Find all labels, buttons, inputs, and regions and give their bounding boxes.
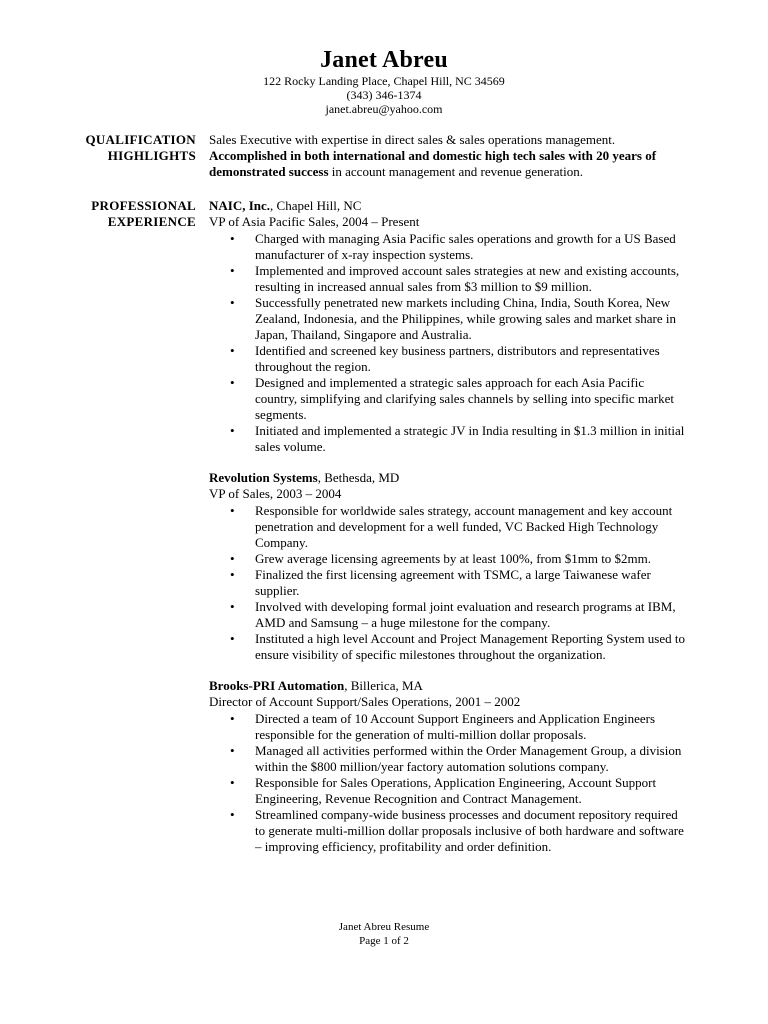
- bullet-icon: •: [230, 295, 235, 310]
- bullet-icon: •: [230, 503, 235, 518]
- job-entry: [209, 678, 689, 855]
- bullet-item: [209, 711, 689, 743]
- bullet-icon: •: [230, 231, 235, 246]
- qualification-summary: Sales Executive with expertise in direct sales & sales operations management.: [209, 132, 616, 147]
- bullet-icon: •: [230, 375, 235, 390]
- bullet-item: [209, 343, 689, 375]
- bullet-item: [209, 807, 689, 855]
- experience-heading-line1: PROFESSIONAL: [91, 198, 196, 213]
- job-heading: [209, 678, 689, 694]
- bullet-icon: •: [230, 423, 235, 438]
- bullet-item: [209, 231, 689, 263]
- email: janet.abreu@yahoo.com: [325, 102, 443, 116]
- bullet-item: [209, 263, 689, 295]
- bullet-item: [209, 775, 689, 807]
- bullet-icon: •: [230, 743, 235, 758]
- bullet-text: Finalized the first licensing agreement with TSMC, a large Taiwanese wafer supplier.: [255, 567, 651, 598]
- bullet-text: Successfully penetrated new markets including China, India, South Korea, New Zealand, Indonesia, and the Philippines, while growing sales and market share in Japan, Thailand, Singapore and Australia.: [255, 295, 676, 342]
- job-bullets: [209, 711, 689, 855]
- bullet-text: Responsible for Sales Operations, Application Engineering, Account Support Engineering, Revenue Recognition and Contract Management.: [255, 775, 657, 806]
- company-location: , Bethesda, MD: [317, 470, 400, 485]
- job-entry: [209, 198, 689, 455]
- bullet-text: Initiated and implemented a strategic JV in India resulting in $1.3 million in initial sales volume.: [255, 423, 685, 454]
- company-name: Brooks-PRI Automation: [209, 678, 345, 693]
- experience-body: [209, 198, 689, 870]
- bullet-icon: •: [230, 711, 235, 726]
- bullet-text: Involved with developing formal joint evaluation and research programs at IBM, AMD and Samsung – a huge milestone for the company.: [255, 599, 676, 630]
- company-location: , Chapel Hill, NC: [270, 198, 362, 213]
- bullet-text: Charged with managing Asia Pacific sales operations and growth for a US Based manufacturer of x-ray inspection systems.: [255, 231, 676, 262]
- bullet-item: [209, 599, 689, 631]
- bullet-text: Directed a team of 10 Account Support Engineers and Application Engineers responsible for the generation of multi-million dollar proposals.: [255, 711, 655, 742]
- bullet-text: Grew average licensing agreements by at least 100%, from $1mm to $2mm.: [255, 551, 652, 566]
- bullet-icon: •: [230, 807, 235, 822]
- experience-heading-line2: EXPERIENCE: [107, 214, 196, 229]
- bullet-item: [209, 423, 689, 455]
- qualification-highlight-rest: in account management and revenue generation.: [328, 164, 583, 179]
- job-bullets: [209, 231, 689, 455]
- job-heading: [209, 198, 689, 214]
- bullet-item: [209, 567, 689, 599]
- company-name: NAIC, Inc.: [209, 198, 271, 213]
- company-name: Revolution Systems: [209, 470, 318, 485]
- bullet-icon: •: [230, 263, 235, 278]
- bullet-text: Responsible for worldwide sales strategy, account management and key account penetration and development for a well funded, VC Backed High Technology Company.: [255, 503, 673, 550]
- qualification-body: [209, 132, 689, 180]
- resume-header: [0, 46, 768, 116]
- experience-heading: [60, 198, 196, 230]
- bullet-item: [209, 631, 689, 663]
- job-bullets: [209, 503, 689, 663]
- bullet-text: Streamlined company-wide business processes and document repository required to generate multi-million dollar proposals inclusive of both hardware and software – improving efficiency, profitability and order definition.: [255, 807, 684, 854]
- qualification-highlight: Accomplished in both international and domestic high tech sales with 20 years of demonstrated success: [209, 148, 657, 179]
- bullet-icon: •: [230, 599, 235, 614]
- bullet-item: [209, 551, 689, 567]
- qualification-heading-line2: HIGHLIGHTS: [107, 148, 196, 163]
- job-title: Director of Account Support/Sales Operations, 2001 – 2002: [209, 694, 521, 709]
- bullet-icon: •: [230, 551, 235, 566]
- bullet-text: Implemented and improved account sales strategies at new and existing accounts, resulting in increased annual sales from $3 million to $9 million.: [255, 263, 680, 294]
- bullet-text: Instituted a high level Account and Project Management Reporting System used to ensure visibility of specific milestones throughout the organization.: [255, 631, 685, 662]
- qualification-heading: [60, 132, 196, 164]
- bullet-item: [209, 503, 689, 551]
- job-title: VP of Sales, 2003 – 2004: [209, 486, 342, 501]
- company-location: , Billerica, MA: [344, 678, 423, 693]
- page-number: Page 1 of 2: [359, 935, 409, 947]
- bullet-icon: •: [230, 343, 235, 358]
- page-footer: [0, 920, 768, 948]
- bullet-text: Identified and screened key business partners, distributors and representatives throughout the region.: [255, 343, 660, 374]
- qualification-heading-line1: QUALIFICATION: [85, 132, 196, 147]
- job-heading: [209, 470, 689, 486]
- footer-title: Janet Abreu Resume: [338, 921, 430, 933]
- job-title: VP of Asia Pacific Sales, 2004 – Present: [209, 214, 420, 229]
- address: 122 Rocky Landing Place, Chapel Hill, NC 34569: [263, 74, 505, 88]
- bullet-item: [209, 743, 689, 775]
- bullet-icon: •: [230, 775, 235, 790]
- bullet-item: [209, 295, 689, 343]
- bullet-icon: •: [230, 567, 235, 582]
- candidate-name: Janet Abreu: [320, 47, 448, 73]
- bullet-icon: •: [230, 631, 235, 646]
- phone: (343) 346-1374: [346, 88, 422, 102]
- job-entry: [209, 470, 689, 663]
- bullet-text: Managed all activities performed within the Order Management Group, a division within the $800 million/year factory automation solutions company.: [255, 743, 682, 774]
- bullet-text: Designed and implemented a strategic sales approach for each Asia Pacific country, simplifying and clarifying sales channels by selling into specific market segments.: [255, 375, 675, 422]
- bullet-item: [209, 375, 689, 423]
